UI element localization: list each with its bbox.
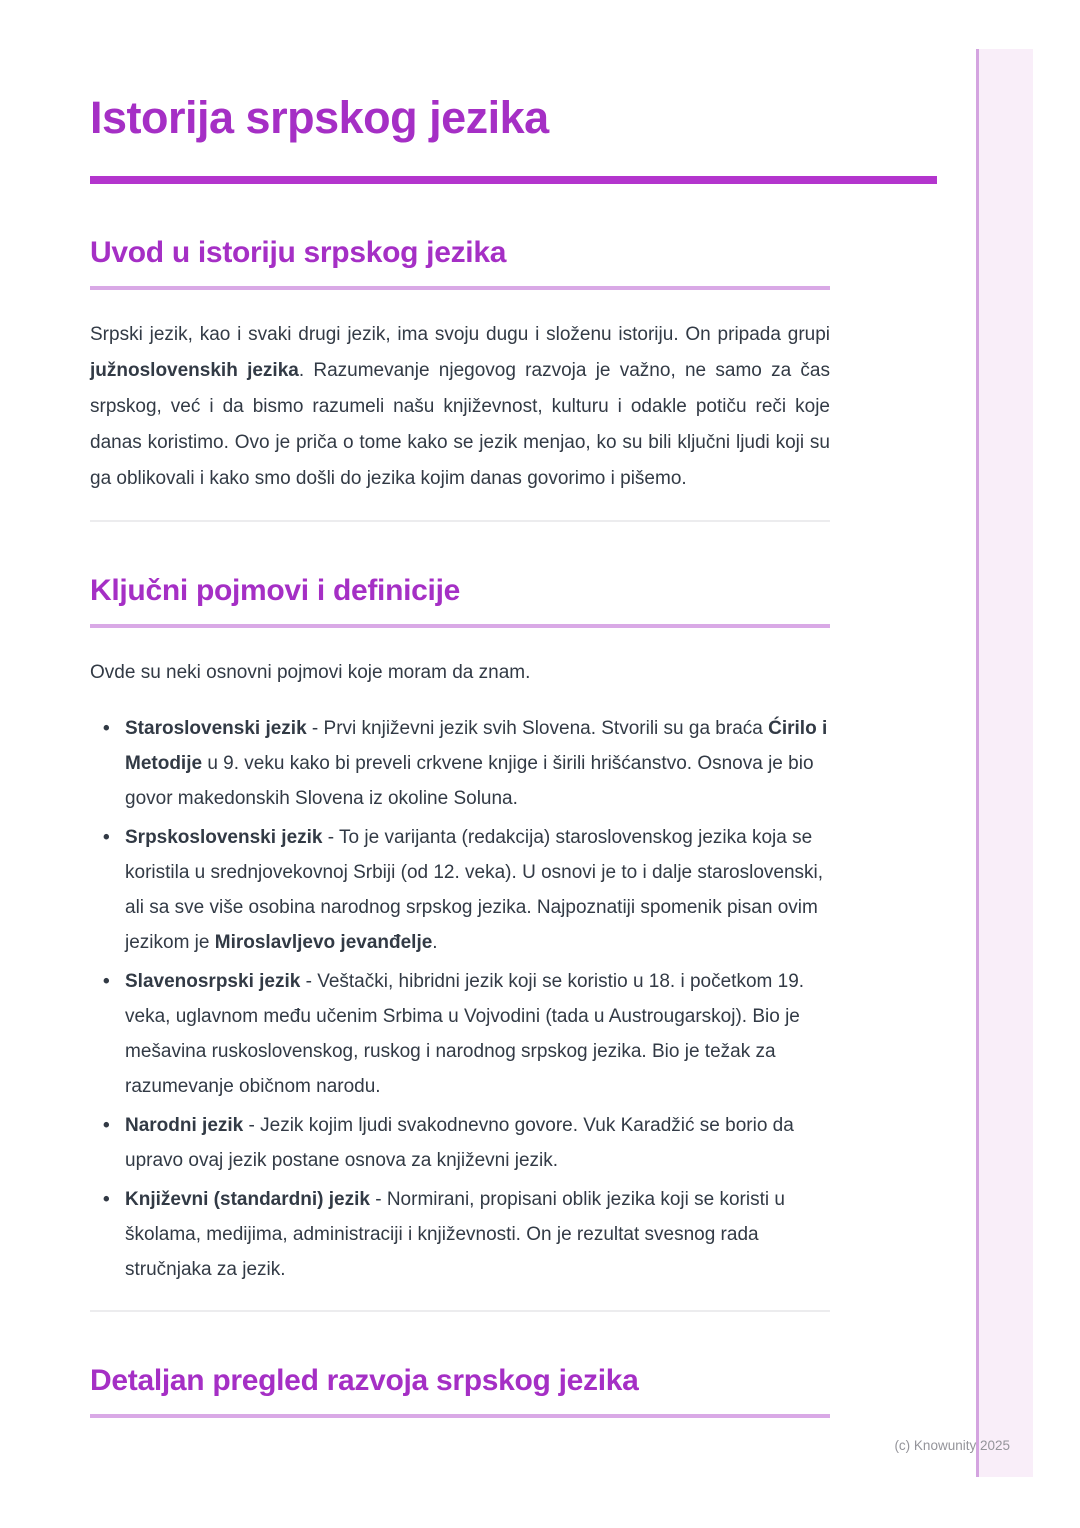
text-run: - Prvi književni jezik svih Slovena. Stvorili su ga braća (306, 718, 769, 739)
section-divider (90, 520, 830, 522)
text-run: Srpski jezik, kao i svaki drugi jezik, ima svoju dugu i složenu istoriju. On pripada grupi (90, 324, 830, 345)
definition-list (90, 711, 830, 1287)
section-heading: Uvod u istoriju srpskog jezika (90, 236, 507, 269)
text-run: u 9. veku kako bi preveli crkvene knjige i širili hrišćanstvo. Osnova je bio govor makedonskih Slovena iz okoline Soluna. (125, 753, 814, 809)
text-run: - Jezik kojim ljudi svakodnevno govore. Vuk Karadžić se borio da upravo ovaj jezik postane osnova za književni jezik. (125, 1115, 794, 1171)
bold-text: Narodni jezik (125, 1115, 244, 1136)
bold-text: južnoslovenskih jezika (90, 360, 299, 381)
heading-underline (90, 286, 830, 290)
section-heading: Ključni pojmovi i definicije (90, 574, 460, 607)
bold-text: Književni (standardni) jezik (125, 1189, 370, 1210)
body-paragraph (90, 655, 830, 691)
section-heading: Detaljan pregled razvoja srpskog jezika (90, 1364, 639, 1397)
sections-container (90, 234, 830, 1418)
text-run: - Veštački, hibridni jezik koji se koristio u 18. i početkom 19. veka, uglavnom među učenim Srbima u Vojvodini (tada u Austrougarskoj). Bio je mešavina ruskoslovenskog, ruskog i narodnog srpskog jezika. Bio je težak za razumevanje običnom narodu. (125, 971, 805, 1097)
section-pregled (90, 1362, 830, 1418)
list-item (125, 1108, 830, 1178)
section-divider (90, 1310, 830, 1312)
bold-text: Srpskoslovenski jezik (125, 827, 323, 848)
text-run: . (432, 932, 438, 953)
body-paragraph (90, 317, 830, 497)
section-uvod (90, 234, 830, 522)
heading-underline (90, 624, 830, 628)
list-item (125, 711, 830, 816)
bold-text: Slavenosrpski jezik (125, 971, 301, 992)
page-title: Istorija srpskog jezika (90, 92, 549, 143)
list-item (125, 1182, 830, 1287)
title-rule (90, 176, 937, 184)
heading-underline (90, 1414, 830, 1418)
text-run: Ovde su neki osnovni pojmovi koje moram da znam. (90, 662, 531, 683)
section-pojmovi (90, 572, 830, 1312)
right-margin-stripe (976, 49, 1033, 1477)
text-run: - Normirani, propisani oblik jezika koji se koristi u školama, medijima, administraciji i književnosti. On je rezultat svesnog rada stručnjaka za jezik. (125, 1189, 785, 1280)
list-item (125, 964, 830, 1104)
text-run: . Razumevanje njegovog razvoja je važno, ne samo za čas srpskog, već i da bismo razumeli našu književnost, kulturu i odakle potiču reči koje danas koristimo. Ovo je priča o tome kako se jezik menjao, ko su bili ključni ljudi koji su ga oblikovali i kako smo došli do jezika kojim danas govorimo i pišemo. (90, 360, 831, 489)
document-content (90, 0, 830, 1418)
bold-text: Ćirilo i Metodije (125, 718, 828, 774)
watermark: (c) Knowunity 2025 (894, 1438, 1010, 1453)
text-run: - To je varijanta (redakcija) staroslovenskog jezika koja se koristila u srednjovekovnoj Srbiji (od 12. veka). U osnovi je to i dalje staroslovenski, ali sa sve više osobina narodnog srpskog jezika. Najpoznatiji spomenik pisan ovim jezikom je (125, 827, 824, 953)
bold-text: Miroslavljevo jevanđelje (214, 932, 433, 953)
list-item (125, 820, 830, 960)
bold-text: Staroslovenski jezik (125, 718, 307, 739)
